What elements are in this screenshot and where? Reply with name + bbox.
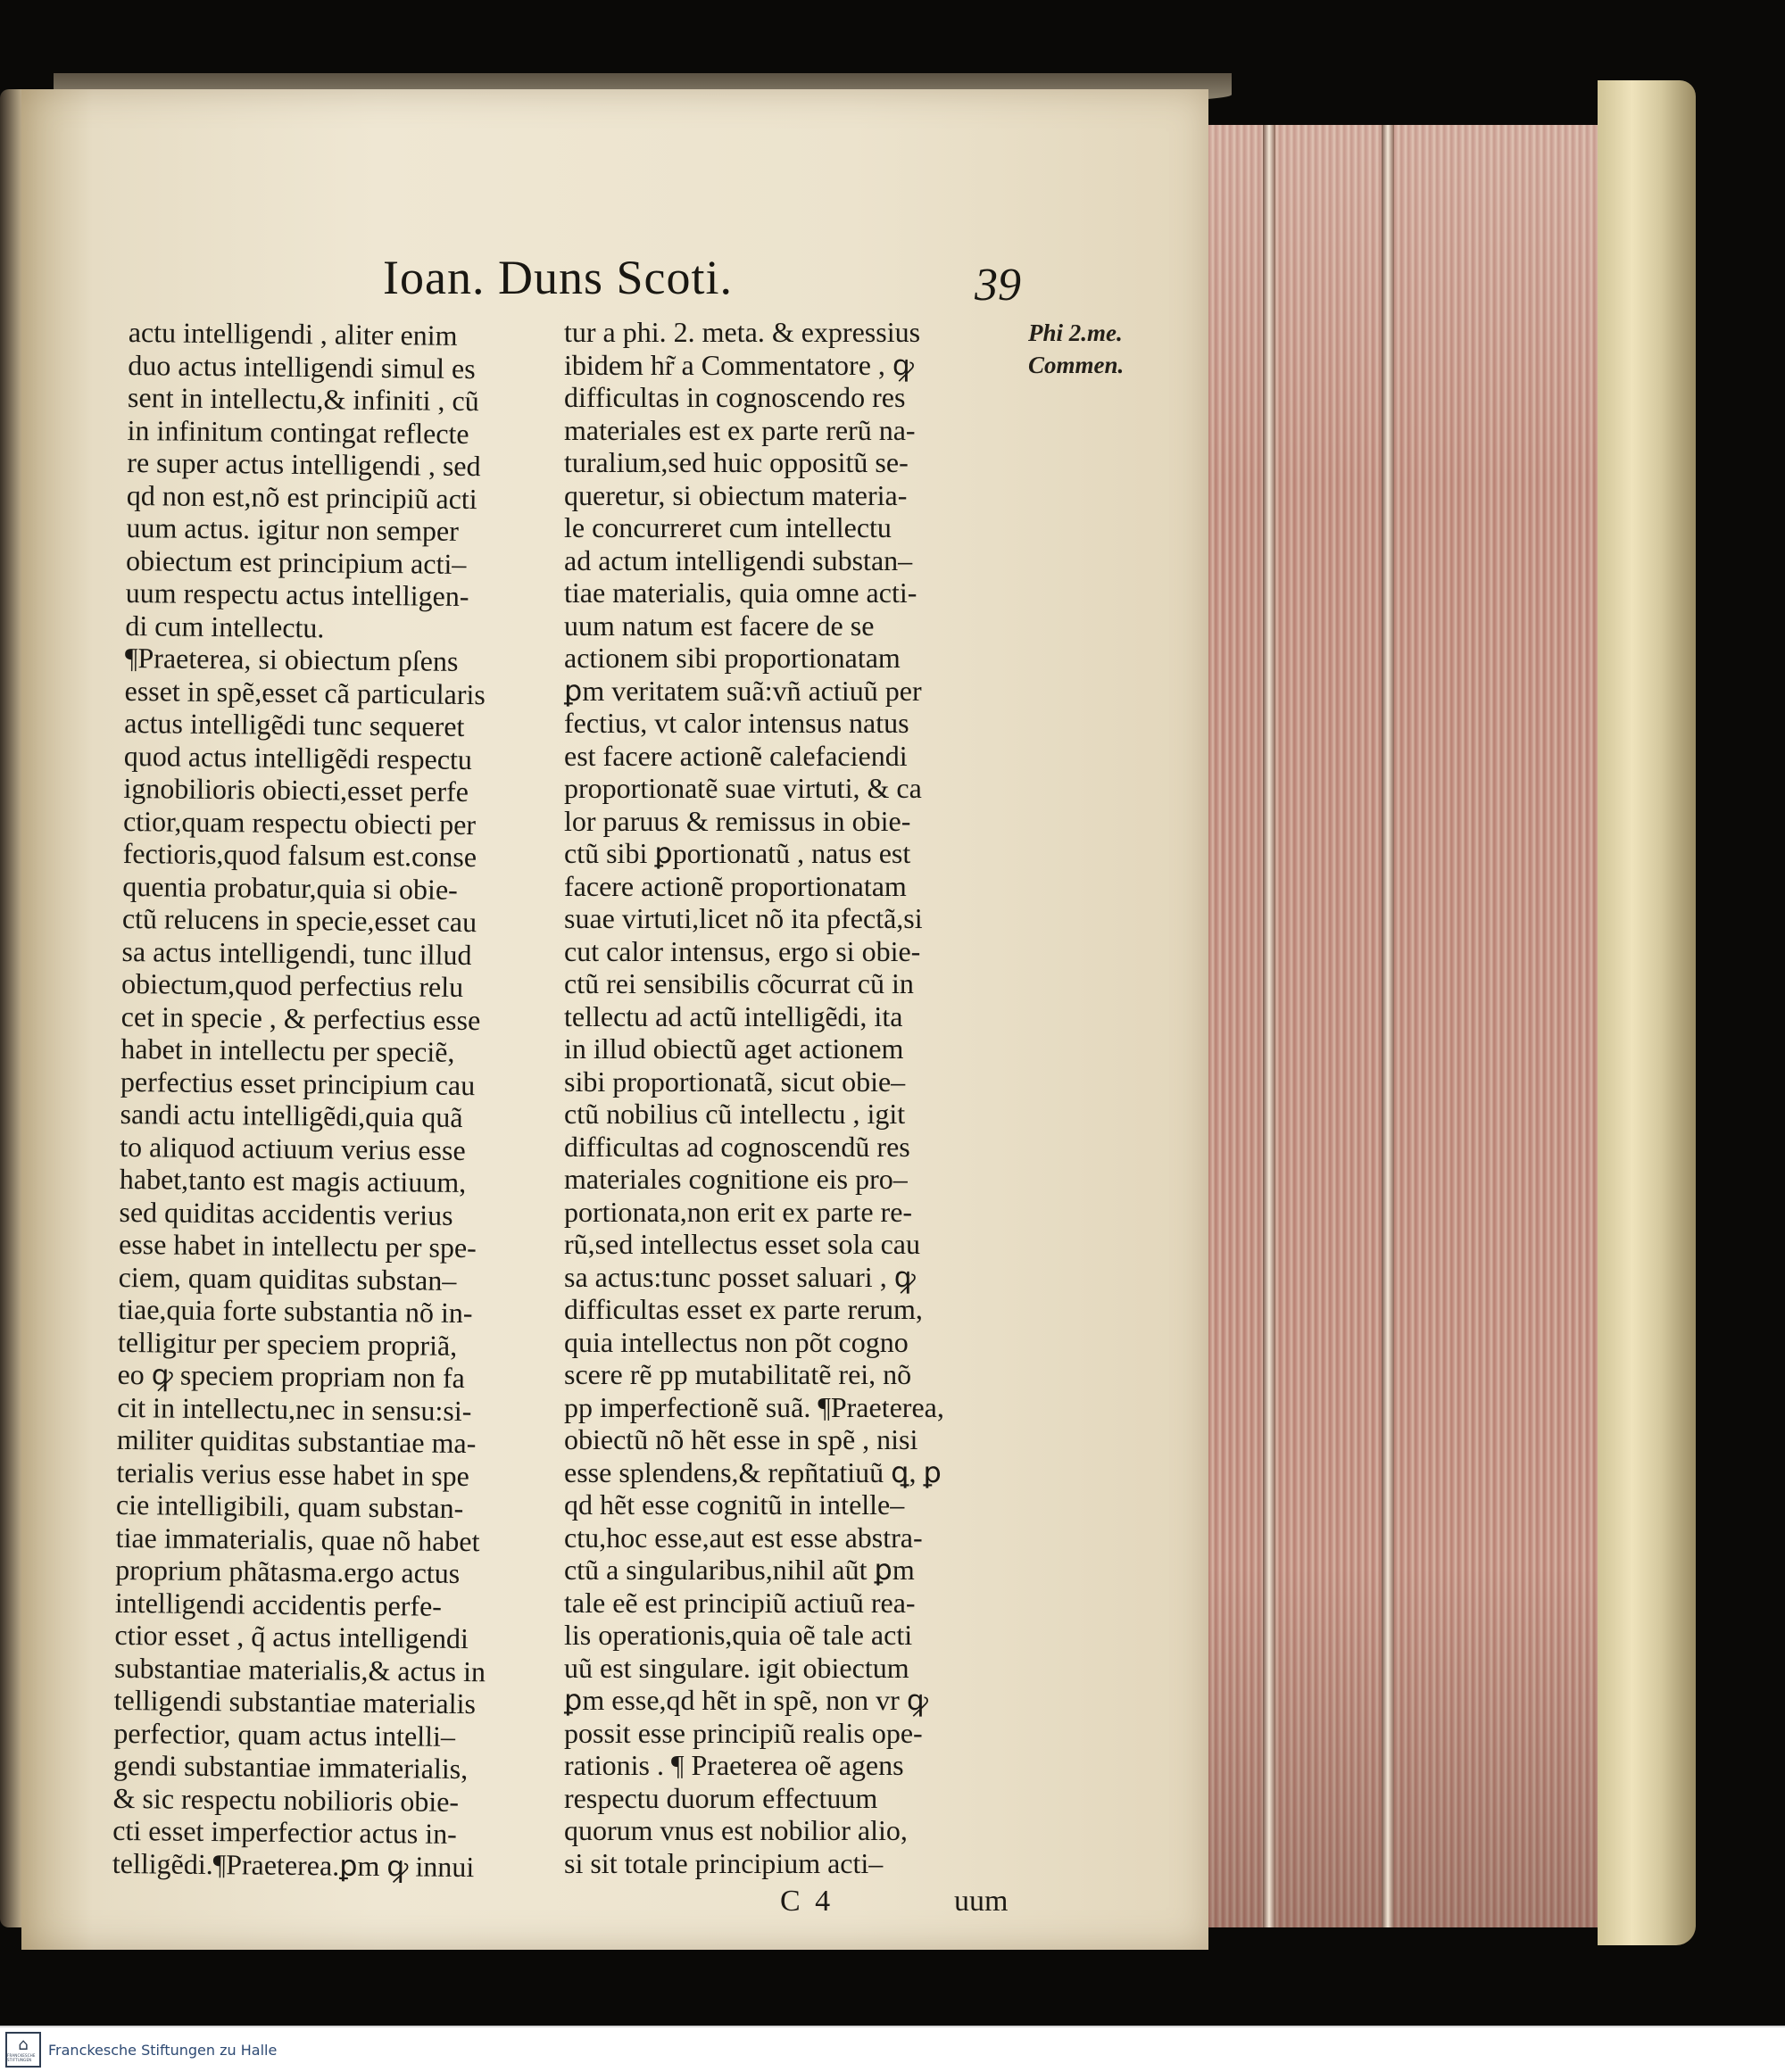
margin-note: Commen. (1028, 352, 1125, 378)
text-line: ibidem hr̃ a Commentatore , ꝙ (564, 348, 914, 381)
text-line: tur a phi. 2. meta. & expressius (564, 316, 921, 348)
text-line: difficultas ad cognoscendũ res (564, 1130, 910, 1163)
text-line: ctũ sibi ꝑportionatũ , natus est (564, 837, 911, 869)
text-line: to aliquod actiuum verius esse (120, 1130, 466, 1166)
fore-edge-shading (1187, 125, 1633, 1927)
text-line: militer quiditas substantiae ma- (116, 1422, 477, 1460)
text-line: in illud obiectũ aget actionem (564, 1032, 904, 1065)
page-number: 39 (975, 260, 1021, 311)
text-line: fectioris,quod falsum est.conse (122, 836, 477, 874)
running-head: Ioan. Duns Scoti. (383, 251, 733, 304)
text-line: sent in intellectu,& infiniti , cũ (127, 380, 479, 418)
text-line: tiae immaterialis, quae nõ habet (115, 1521, 480, 1557)
text-line: ¶Praeterea, si obiectum pſens (124, 641, 459, 677)
text-line: uum natum est facere de se (564, 609, 875, 642)
text-line: proportionatẽ suae virtuti, & ca (564, 772, 922, 804)
text-line: cti esset imperfectior actus in- (112, 1813, 458, 1850)
text-line: ad actum intelligendi substan– (564, 543, 913, 576)
text-line: substantiae materialis,& actus in (113, 1651, 486, 1687)
text-line: tiae,quia forte substantia nõ in- (118, 1292, 473, 1330)
text-line: tale eẽ est principiũ actiuũ rea- (564, 1586, 916, 1619)
text-line: actu intelligendi , aliter enim (128, 316, 458, 352)
text-line: habet in intellectu per speciẽ, (120, 1032, 455, 1068)
text-line: intelligendi accidentis perfe- (114, 1586, 443, 1622)
text-line: pp imperfectionẽ suã. ¶Praeterea, (564, 1390, 944, 1423)
book-page (21, 89, 1208, 1950)
margin-note: Phi 2.me. (1028, 319, 1123, 346)
text-line: ctũ nobilius cũ intellectu , igit (564, 1098, 906, 1130)
text-line: sa actus intelligendi, tunc illud (121, 934, 472, 971)
catchword: uum (954, 1885, 1009, 1918)
text-line: quia intellectus non põt cogno (564, 1325, 909, 1358)
text-line: si sit totale principium acti– (564, 1846, 884, 1879)
text-line: gendi substantiae immaterialis, (112, 1748, 469, 1786)
text-line: actus intelligẽdi tunc sequeret (124, 706, 465, 742)
text-line: telligẽdi.¶Praeterea.ꝑm ꝙ innui (112, 1846, 475, 1883)
text-line: esse habet in intellectu per spe- (118, 1227, 477, 1264)
text-line: proprium phãtasma.ergo actus (115, 1553, 461, 1589)
text-line: duo actus intelligendi simul es (128, 348, 476, 385)
text-line: ctu,hoc esse,aut est esse abstra- (564, 1521, 923, 1554)
signature-mark: C 4 (780, 1885, 834, 1918)
text-line: tellectu ad actũ intelligẽdi, ita (564, 999, 903, 1032)
text-line: perfectius esset principium cau (120, 1065, 476, 1101)
text-line: esset in spẽ,esset cã particularis (124, 674, 486, 710)
text-line: lor paruus & remissus in obie- (564, 804, 911, 837)
text-line: sibi proportionatã, sicut obie– (564, 1065, 906, 1098)
left-text-column (112, 316, 548, 1884)
text-line: actionem sibi proportionatam (564, 642, 901, 674)
text-line: respectu duorum effectuum (564, 1781, 878, 1814)
text-line: quorum vnus est nobilior alio, (564, 1814, 908, 1846)
fore-edge-gap (1263, 125, 1275, 1927)
logo-text: FRANCKESCHE STIFTUNGEN (7, 2053, 36, 2062)
text-line: ctũ rei sensibilis cõcurrat cũ in (564, 967, 914, 999)
text-line: cie intelligibili, quam substan- (115, 1488, 464, 1525)
text-line: queretur, si obiectum materia- (564, 478, 908, 511)
text-line: perfectior, quam actus intelli– (113, 1716, 456, 1753)
text-line: cut calor intensus, ergo si obie- (564, 934, 921, 967)
text-line: in infinitum contingat reflecte (127, 413, 469, 450)
text-line: di cum intellectu. (125, 609, 325, 643)
text-line: turalium,sed huic oppositũ se- (564, 446, 909, 478)
text-line: tiae materialis, quia omne acti- (564, 576, 917, 609)
text-line: ꝑm veritatem suã:vñ actiuũ per (564, 674, 922, 707)
text-line: ꝑm esse,qd hẽt in spẽ, non vr ꝙ (564, 1684, 928, 1716)
text-line: qd non est,nõ est principiũ acti (126, 478, 477, 515)
text-line: cet in specie , & perfectius esse (120, 999, 481, 1036)
text-line: quod actus intelligẽdi respectu (123, 739, 473, 775)
text-line: ctior esset , q̃ actus intelligendi (114, 1618, 469, 1655)
text-line: quentia probatur,quia si obie- (122, 869, 458, 906)
text-line: qd hẽt esse cognitũ in intelle– (564, 1488, 905, 1521)
text-line: re super actus intelligendi , sed (127, 445, 481, 483)
text-line: terialis verius esse habet in spe (116, 1455, 470, 1492)
building-icon: ⌂ (18, 2035, 29, 2054)
fore-edge-gap (1382, 125, 1394, 1927)
text-line: habet,tanto est magis actiuum, (119, 1162, 467, 1199)
text-line: materiales cognitione eis pro– (564, 1163, 908, 1195)
text-line: difficultas in cognoscendo res (564, 381, 906, 413)
institution-name: Franckesche Stiftungen zu Halle (48, 2041, 278, 2059)
text-line: possit esse principiũ realis ope- (564, 1716, 923, 1749)
text-line: le concurreret cum intellectu (564, 511, 892, 543)
text-line: fectius, vt calor intensus natus (564, 707, 909, 739)
text-line: eo ꝙ speciem propriam non fa (117, 1357, 465, 1395)
text-line: est facere actionẽ calefaciendi (564, 739, 908, 772)
text-line: lis operationis,quia oẽ tale acti (564, 1619, 913, 1651)
text-line: sa actus:tunc posset saluari , ꝙ (564, 1260, 916, 1293)
book-binding (1598, 80, 1696, 1945)
text-line: sandi actu intelligẽdi,quia quã (120, 1097, 463, 1133)
text-line: scere rẽ pp mutabilitatẽ rei, nõ (564, 1358, 912, 1390)
text-line: rationis . ¶ Praeterea oẽ agens (564, 1749, 904, 1781)
left-page-edge (0, 89, 21, 1927)
text-line: sed quiditas accidentis verius (119, 1195, 453, 1231)
text-line: uum respectu actus intelligen- (125, 576, 469, 613)
text-line: portionata,non erit ex parte re- (564, 1195, 913, 1228)
text-line: uum actus. igitur non semper (126, 510, 460, 547)
text-line: uũ est singulare. igit obiectum (564, 1651, 909, 1684)
text-line: ignobilioris obiecti,esset perfe (123, 771, 469, 808)
viewer-footer (0, 2026, 1785, 2072)
text-line: materiales est ex parte rerũ na- (564, 413, 916, 446)
text-line: obiectum est principium acti– (125, 543, 467, 580)
institution-logo (5, 2032, 41, 2068)
text-line: & sic respectu nobilioris obie- (112, 1781, 460, 1818)
text-line: difficultas esset ex parte rerum, (564, 1293, 923, 1325)
text-line: obiectum,quod perfectius relu (120, 966, 464, 1003)
text-line: telligendi substantiae materialis (113, 1683, 477, 1720)
text-line: ctior,quam respectu obiecti per (122, 804, 477, 841)
text-line: esse splendens,& repñtatiuũ ꝗ, ꝑ (564, 1455, 942, 1488)
text-line: rũ,sed intellectus esset sola cau (564, 1228, 920, 1260)
text-line: telligitur per speciem propriã, (117, 1325, 458, 1362)
text-line: obiectũ nõ hẽt esse in spẽ , nisi (564, 1423, 918, 1455)
text-line: cit in intellectu,nec in sensu:si- (117, 1390, 472, 1427)
text-line: facere actionẽ proportionatam (564, 869, 907, 902)
text-line: ciem, quam quiditas substan– (118, 1260, 457, 1297)
text-line: ctũ a singularibus,nihil aũt ꝑm (564, 1554, 915, 1586)
right-text-column (564, 316, 1028, 1879)
text-line: suae virtuti,licet nõ ita pfectã,si (564, 902, 923, 934)
text-line: ctũ relucens in specie,esset cau (121, 901, 477, 939)
